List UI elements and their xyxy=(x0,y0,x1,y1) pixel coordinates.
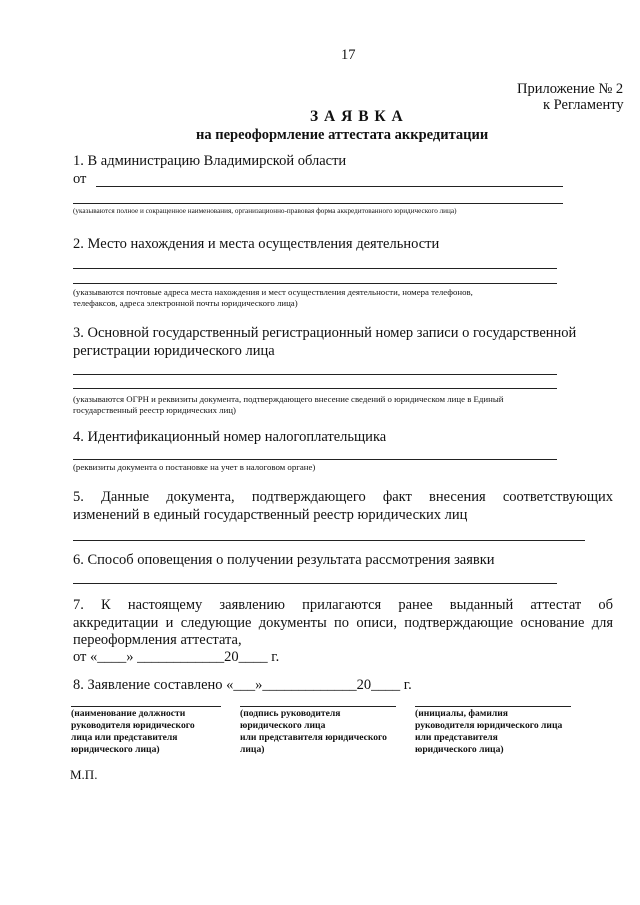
item2-text: 2. Место нахождения и места осуществления деятельности xyxy=(73,236,440,252)
item7-line1: 7. К настоящему заявлению прилагаются ранее выданный аттестат об xyxy=(73,597,613,613)
item5-line2: изменений в единый государственный реестр юридических лиц xyxy=(73,507,468,523)
item1-second-line[interactable] xyxy=(73,203,563,204)
appendix-line1: Приложение № 2 xyxy=(517,81,624,97)
item2-hint-line1: (указываются почтовые адреса места нахождения и мест осуществления деятельности, номера телефонов, xyxy=(73,287,473,297)
signature-caption-signature: (подпись руководителя юридического лица или представителя юридического лица) xyxy=(240,708,387,755)
page-number: 17 xyxy=(341,47,356,63)
stamp-label: М.П. xyxy=(70,767,98,782)
item6-line[interactable] xyxy=(73,583,557,584)
item6-text: 6. Способ оповещения о получении результата рассмотрения заявки xyxy=(73,552,495,568)
item2-line2[interactable] xyxy=(73,283,557,284)
item1-from-line[interactable] xyxy=(96,186,563,187)
signature-line-position[interactable] xyxy=(71,706,221,707)
appendix-line2: к Регламенту xyxy=(543,97,624,113)
item4-line[interactable] xyxy=(73,459,557,460)
item7-line2: аккредитации и следующие документы по описи, подтверждающие основание для xyxy=(73,615,613,631)
item4-text: 4. Идентификационный номер налогоплательщика xyxy=(73,429,387,445)
signature-caption-name: (инициалы, фамилия руководителя юридического лица или представителя юридического лица) xyxy=(415,708,563,755)
item1-hint: (указываются полное и сокращенное наименования, организационно-правовая форма аккредитованного юридического лица) xyxy=(73,207,457,215)
item3-line2: регистрации юридического лица xyxy=(73,343,275,359)
item5-line1: 5. Данные документа, подтверждающего факт внесения соответствующих xyxy=(73,489,613,505)
item3-hint-line1: (указываются ОГРН и реквизиты документа, подтверждающего внесение сведений о юридическом лице в Единый xyxy=(73,394,504,404)
item8-text[interactable]: 8. Заявление составлено «___»_____________20____ г. xyxy=(73,677,412,693)
item1-text: 1. В администрацию Владимирской области xyxy=(73,153,347,169)
item7-line3: переоформления аттестата, xyxy=(73,632,242,648)
signature-line-name[interactable] xyxy=(415,706,571,707)
item5-line[interactable] xyxy=(73,540,585,541)
item3-line-b[interactable] xyxy=(73,388,557,389)
item3-hint-line2: государственный реестр юридических лиц) xyxy=(73,405,236,415)
signature-caption-position: (наименование должности руководителя юридического лица или представителя юридического лица) xyxy=(71,708,195,755)
item7-date[interactable]: от «____» ____________20____ г. xyxy=(73,649,280,665)
signature-line-signature[interactable] xyxy=(240,706,396,707)
item1-from-label: от xyxy=(73,171,87,187)
document-title: З А Я В К А xyxy=(310,108,404,125)
item4-hint: (реквизиты документа о постановке на учет в налоговом органе) xyxy=(73,462,316,472)
item2-hint-line2: телефаксов, адреса электронной почты юридического лица) xyxy=(73,298,298,308)
item3-line-a[interactable] xyxy=(73,374,557,375)
item3-line1: 3. Основной государственный регистрационный номер записи о государственной xyxy=(73,325,577,341)
document-subtitle: на переоформление аттестата аккредитации xyxy=(196,127,489,143)
item2-line1[interactable] xyxy=(73,268,557,269)
